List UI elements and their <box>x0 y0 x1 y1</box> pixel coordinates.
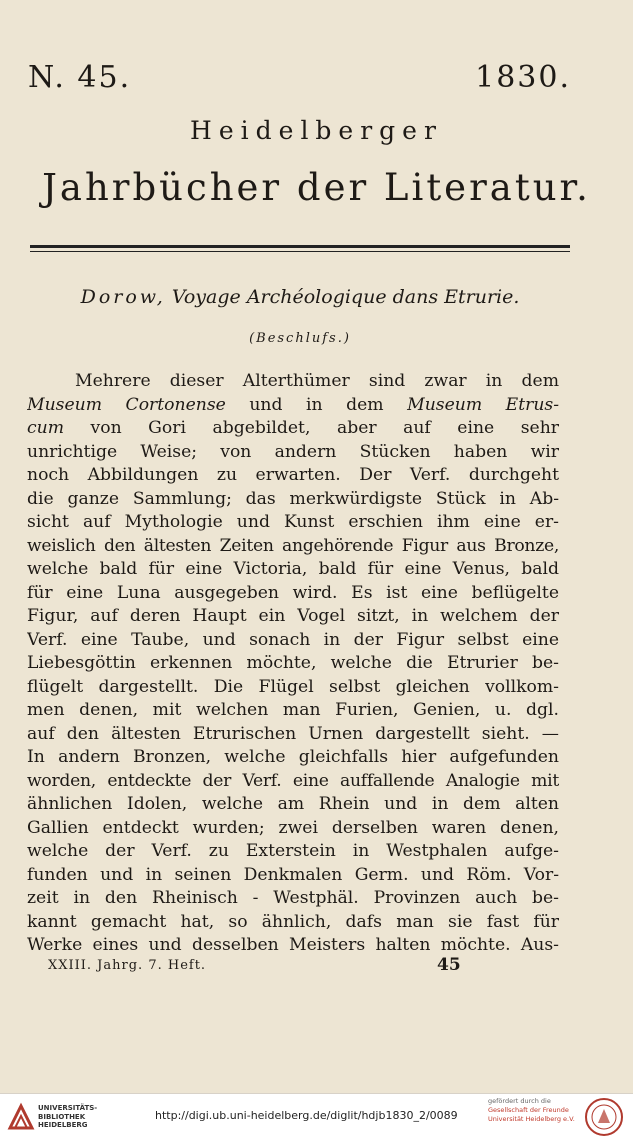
body-line: worden, entdeckte der Verf. eine auffallende Analogie mit <box>27 770 559 791</box>
body-line: Gallien entdeckt wurden; zwei derselben waren denen, <box>27 817 559 838</box>
header-rule-thick <box>30 245 570 248</box>
body-line: kannt gemacht hat, so ähnlich, dafs man sie fast für <box>27 911 559 932</box>
body-line: weislich den ältesten Zeiten angehörende Figur aus Bronze, <box>27 535 559 556</box>
body-line: welche bald für eine Victoria, bald für eine Venus, bald <box>27 559 559 579</box>
printer-signature: XXIII. Jahrg. 7. Heft. <box>48 958 207 973</box>
library-name[interactable]: UNIVERSITÄTS- BIBLIOTHEK HEIDELBERG <box>38 1104 98 1129</box>
body-line: Liebesgöttin erkennen möchte, welche die Etrurier be- <box>27 653 559 673</box>
body-line: für eine Luna ausgegeben wird. Es ist eine beflügelte <box>27 582 559 603</box>
viewer-footer-bar <box>0 1093 633 1140</box>
permalink-url[interactable]: http://digi.ub.uni-heidelberg.de/diglit/hdjb1830_2/0089 <box>155 1109 458 1122</box>
body-line-italic-mixed: cum von Gori abgebildet, aber auf eine sehr <box>27 418 559 438</box>
body-line: unrichtige Weise; von andern Stücken haben wir <box>27 441 559 462</box>
sponsor-credit[interactable]: gefördert durch die Gesellschaft der Freunde Universität Heidelberg e.V. <box>488 1097 575 1123</box>
body-line: noch Abbildungen zu erwarten. Der Verf. durchgeht <box>27 465 559 485</box>
issue-year: 1830. <box>475 60 571 95</box>
header-rule-thin <box>30 251 570 252</box>
article-author: Dorow, <box>80 286 166 308</box>
article-work-title: Voyage Archéologique dans Etrurie. <box>171 286 520 308</box>
italic-ref: Museum Cortonense <box>27 394 226 415</box>
body-line: die ganze Sammlung; das merkwürdigste Stück in Ab- <box>27 488 559 509</box>
journal-subtitle: Heidelberger <box>190 116 443 145</box>
body-line: Verf. eine Taube, und sonach in der Figur selbst eine <box>27 629 559 650</box>
body-line: auf den ältesten Etrurischen Urnen dargestellt sieht. — <box>27 723 559 744</box>
body-line-italic-mixed: Museum Cortonense und in dem Museum Etrus- <box>27 394 559 415</box>
body-line: Mehrere dieser Alterthümer sind zwar in dem <box>75 371 559 391</box>
body-line: ähnlichen Idolen, welche am Rhein und in dem alten <box>27 794 559 814</box>
body-line: zeit in den Rheinisch - Westphäl. Provinzen auch be- <box>27 888 559 908</box>
journal-title: Jahrbücher der Literatur. <box>42 166 591 209</box>
body-line: men denen, mit welchen man Furien, Genien, u. dgl. <box>27 700 559 720</box>
issue-number: N. 45. <box>28 60 132 95</box>
article-continuation: (Beschlufs.) <box>249 331 351 346</box>
body-line: welche der Verf. zu Exterstein in Westphalen aufge- <box>27 841 559 861</box>
body-line: Werke eines und desselben Meisters halten möchte. Aus- <box>27 935 559 955</box>
article-title <box>0 286 600 308</box>
university-library-logo-icon[interactable] <box>6 1102 36 1132</box>
body-line: funden und in seinen Denkmalen Germ. und Röm. Vor- <box>27 864 559 885</box>
italic-ref: Museum Etrus- <box>407 394 559 415</box>
body-line: Figur, auf deren Haupt ein Vogel sitzt, in welchem der <box>27 606 559 626</box>
body-line: flügelt dargestellt. Die Flügel selbst gleichen vollkom- <box>27 676 559 697</box>
sponsor-seal-icon <box>584 1097 624 1137</box>
body-line: sicht auf Mythologie und Kunst erschien ihm eine er- <box>27 512 559 532</box>
signature-number: 45 <box>437 955 461 975</box>
body-line: In andern Bronzen, welche gleichfalls hier aufgefunden <box>27 747 559 767</box>
article-body <box>27 370 559 958</box>
italic-ref: cum <box>27 418 64 438</box>
